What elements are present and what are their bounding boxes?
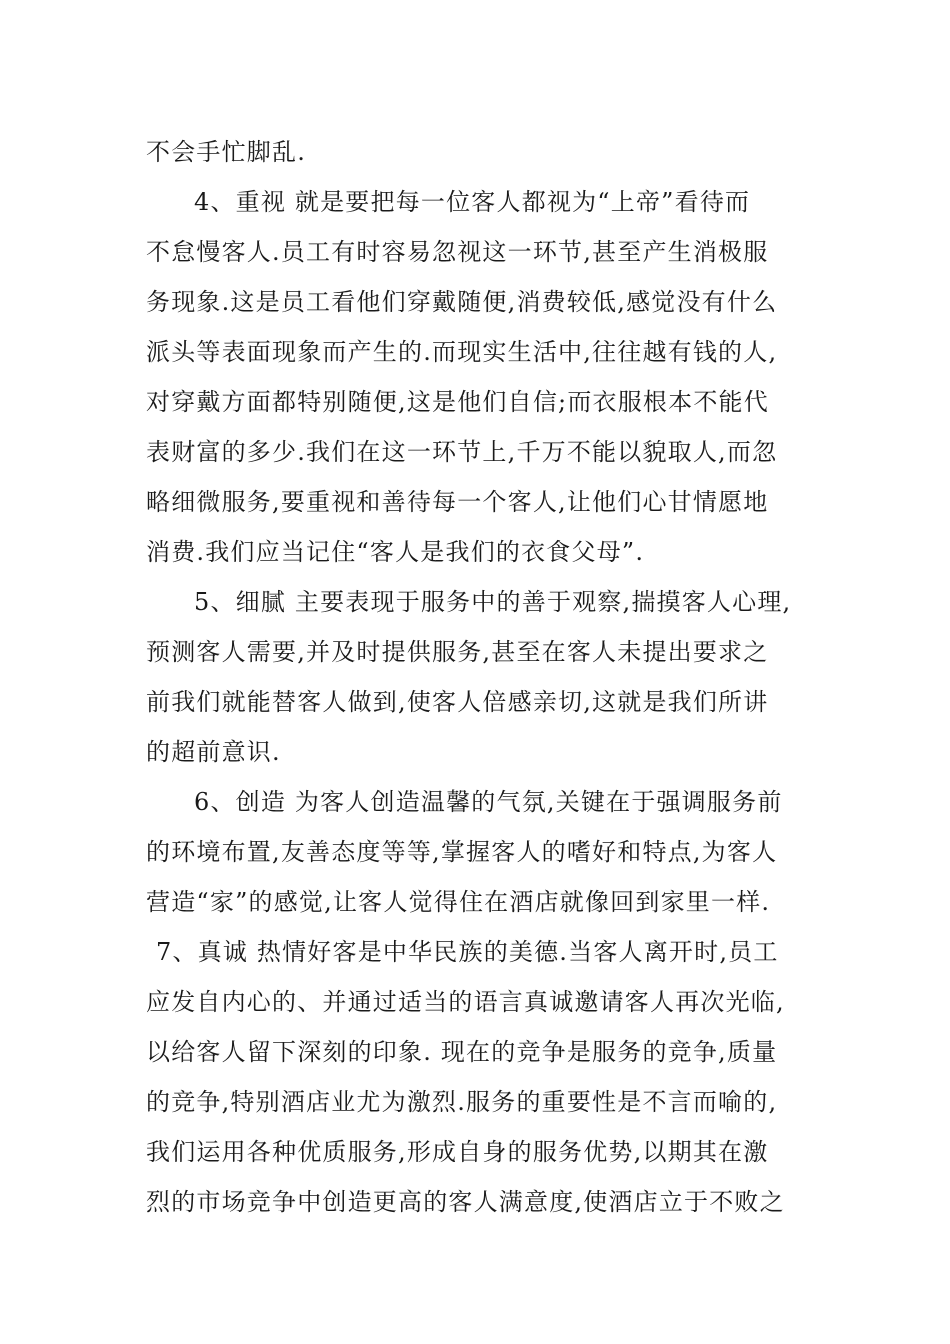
- paragraph-heading-line: 7、真诚 热情好客是中华民族的美德.当客人离开时,员工: [156, 938, 779, 966]
- text-line: 消费.我们应当记住“客人是我们的衣食父母”.: [146, 538, 645, 566]
- text-line: 的环境布置,友善态度等等,掌握客人的嗜好和特点,为客人: [146, 838, 778, 866]
- text-line: 烈的市场竞争中创造更高的客人满意度,使酒店立于不败之: [146, 1188, 785, 1216]
- text-line: 前我们就能替客人做到,使客人倍感亲切,这就是我们所讲: [146, 688, 769, 716]
- text-line: 应发自内心的、并通过适当的语言真诚邀请客人再次光临,: [146, 988, 785, 1016]
- text-line: 派头等表面现象而产生的.而现实生活中,往往越有钱的人,: [146, 338, 778, 366]
- body-text: [146, 127, 816, 1227]
- text-line: 略细微服务,要重视和善待每一个客人,让他们心甘情愿地: [146, 488, 769, 516]
- paragraph-heading-line: 5、细腻 主要表现于服务中的善于观察,揣摸客人心理,: [194, 588, 792, 616]
- text-line: 不会手忙脚乱.: [146, 138, 307, 166]
- text-line: 表财富的多少.我们在这一环节上,千万不能以貌取人,而忽: [146, 438, 778, 466]
- text-line: 务现象.这是员工看他们穿戴随便,消费较低,感觉没有什么: [146, 288, 778, 316]
- text-line: 对穿戴方面都特别随便,这是他们自信;而衣服根本不能代: [146, 388, 769, 416]
- text-line: 的超前意识.: [146, 738, 281, 766]
- text-line: 的竞争,特别酒店业尤为激烈.服务的重要性是不言而喻的,: [146, 1088, 778, 1116]
- text-line: 营造“家”的感觉,让客人觉得住在酒店就像回到家里一样.: [146, 888, 771, 916]
- text-line: 预测客人需要,并及时提供服务,甚至在客人未提出要求之: [146, 638, 769, 666]
- text-line: 我们运用各种优质服务,形成自身的服务优势,以期其在激: [146, 1138, 769, 1166]
- paragraph-heading-line: 4、重视 就是要把每一位客人都视为“上帝”看待而: [194, 188, 751, 216]
- paragraph-heading-line: 6、创造 为客人创造温馨的气氛,关键在于强调服务前: [194, 788, 783, 816]
- text-line: 以给客人留下深刻的印象. 现在的竞争是服务的竞争,质量: [146, 1038, 778, 1066]
- text-line: 不怠慢客人.员工有时容易忽视这一环节,甚至产生消极服: [146, 238, 769, 266]
